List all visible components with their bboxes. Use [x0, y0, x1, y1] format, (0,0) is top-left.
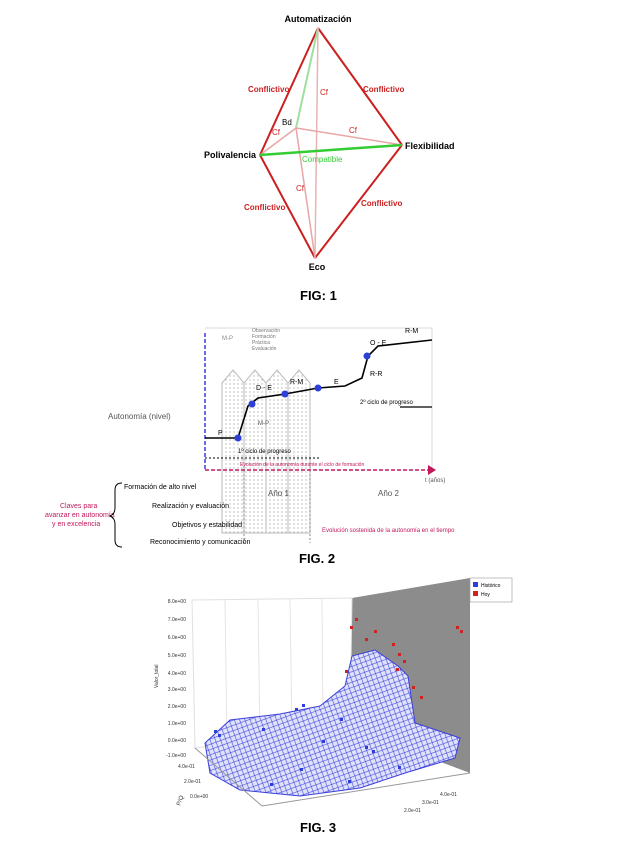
fig3-red-point [403, 660, 406, 663]
fig2-second-cycle: 2º ciclo de progreso [360, 400, 413, 406]
edge-compatible [260, 145, 402, 155]
fig3-caption: FIG. 3 [300, 820, 337, 835]
fig3-x-label: P/Q [176, 794, 186, 807]
fig3-z-tick-9: -1.0e+00 [166, 753, 186, 759]
fig3-legend-label-1: Hoy [481, 592, 490, 598]
fig3-red-point [412, 686, 415, 689]
fig3-legend-box [470, 578, 512, 602]
fig3-blue-point [218, 734, 221, 737]
fig2-legend-0: Observación [252, 328, 281, 334]
fig3-blue-point [262, 728, 265, 731]
fig3-z-tick-8: 0.0e+00 [167, 738, 186, 744]
fig3-blue-point [372, 750, 375, 753]
fig3-blue-point [302, 704, 305, 707]
fig3-legend-swatch-1 [473, 591, 478, 596]
fig3-z-tick-4: 4.0e+00 [167, 671, 186, 677]
fig2-key-3: Reconocimiento y comunicación [150, 539, 251, 546]
fig3-z-tick-0: 8.0e+00 [167, 599, 186, 605]
fig2-column-4 [288, 370, 310, 533]
fig2-year1: Año 1 [268, 489, 289, 498]
fig2-diagram [0, 318, 638, 558]
fig2-x-label: t (años) [425, 478, 446, 484]
fig3-z-tick-2: 6.0e+00 [167, 635, 186, 641]
fig3-y-tick-1: 3.0e-01 [422, 800, 439, 806]
fig3-red-point [374, 630, 377, 633]
fig2-brace [110, 483, 122, 547]
fig3-blue-point [340, 718, 343, 721]
fig2-stage-e: E [334, 379, 339, 386]
fig2-caption: FIG. 2 [299, 551, 336, 566]
fig2-keys-title-1: avanzar en autonomía [45, 512, 115, 519]
fig3-z-tick-6: 2.0e+00 [167, 704, 186, 710]
vertex-top: Automatización [284, 14, 352, 24]
fig2-point-4 [315, 385, 322, 392]
fig3-x-tick-1: 2.0e-01 [184, 779, 201, 785]
vertex-inner: Bd [282, 118, 292, 127]
fig3-blue-point [214, 730, 217, 733]
fig2-first-cycle: 1º ciclo de progreso [238, 449, 291, 455]
label-cf-top: Cf [320, 88, 328, 97]
fig1-caption: FIG: 1 [300, 288, 337, 303]
fig3-red-point [398, 653, 401, 656]
fig2-left-heading: M-P [222, 336, 233, 342]
fig2-y-label: Autonomía (nivel) [108, 412, 171, 421]
fig2-keys-title-2: y en excelencia [52, 521, 101, 528]
fig3-z-tick-5: 3.0e+00 [167, 687, 186, 693]
fig2-key-0: Formación de alto nivel [124, 484, 197, 491]
fig2-legend-2: Práctica [252, 340, 271, 346]
fig1-diagram [0, 0, 638, 290]
vertex-bottom: Eco [308, 262, 326, 272]
fig2-right-note: Evolución sostenida de la autonomía en el tiempo [322, 528, 455, 534]
label-conflict-tr: Conflictivo [363, 85, 405, 94]
label-cf-left: Cf [272, 128, 280, 137]
fig2-timeline-note: Evolución de la autonomía durante el ciclo de formación [240, 462, 365, 468]
fig3-blue-point [295, 708, 298, 711]
fig3-red-point [365, 638, 368, 641]
label-cf-bottom: Cf [296, 184, 304, 193]
fig3-y-tick-2: 2.0e-01 [404, 808, 421, 814]
fig3-z-tick-3: 5.0e+00 [167, 653, 186, 659]
fig2-stage-rm: R-M [290, 379, 304, 386]
inner-top-bottom [315, 28, 318, 258]
fig2-stage-rm2: R-M [405, 328, 419, 335]
fig3-x-tick-2: 0.0e+00 [190, 794, 209, 800]
fig2-legend-3: Evaluación [252, 346, 277, 352]
fig3-blue-point [322, 740, 325, 743]
vertex-left: Polivalencia [204, 150, 257, 160]
fig2-keys-title-0: Claves para [60, 503, 98, 510]
fig3-red-point [456, 626, 459, 629]
label-conflict-br: Conflictivo [361, 199, 403, 208]
fig3-red-point [396, 668, 399, 671]
fig3-plot [0, 568, 638, 818]
fig3-red-point [345, 670, 348, 673]
fig2-point-2 [249, 401, 256, 408]
fig3-blue-point [365, 746, 368, 749]
vertex-right: Flexibilidad [405, 141, 455, 151]
fig3-z-tick-7: 1.0e+00 [167, 721, 186, 727]
fig2-key-1: Realización y evaluación [152, 503, 230, 510]
label-conflict-bl: Conflictivo [244, 203, 286, 212]
fig3-red-point [355, 618, 358, 621]
fig2-legend-1: Formación [252, 334, 276, 340]
fig3-z-label: Valor_total [154, 664, 160, 688]
fig3-red-point [420, 696, 423, 699]
fig2-point-1 [235, 435, 242, 442]
label-cf-right: Cf [349, 126, 357, 135]
fig3-blue-point [300, 768, 303, 771]
fig2-point-3 [282, 391, 289, 398]
inner-top-bd [296, 28, 318, 128]
fig3-blue-point [398, 766, 401, 769]
fig2-year2: Año 2 [378, 489, 399, 498]
fig3-x-tick-0: 4.0e-01 [178, 764, 195, 770]
fig2-stage-oe: O - E [370, 340, 387, 347]
fig2-stage-mp: M-P [258, 421, 269, 427]
fig3-red-point [460, 630, 463, 633]
fig2-stage-rr: R-R [370, 371, 383, 378]
fig3-z-tick-1: 7.0e+00 [167, 617, 186, 623]
fig3-blue-point [270, 783, 273, 786]
fig2-stage-p: P [218, 430, 223, 437]
fig3-blue-point [348, 780, 351, 783]
fig2-point-5 [364, 353, 371, 360]
label-conflict-tl: Conflictivo [248, 85, 290, 94]
fig3-legend-label-0: Histórico [481, 583, 501, 589]
label-compatible: Compatible [302, 155, 343, 164]
fig3-red-point [350, 626, 353, 629]
fig2-stage-de: D - E [256, 385, 272, 392]
fig3-legend-swatch-0 [473, 582, 478, 587]
fig2-key-2: Objetivos y estabilidad [172, 522, 243, 529]
fig3-red-point [392, 643, 395, 646]
fig3-y-tick-0: 4.0e-01 [440, 792, 457, 798]
